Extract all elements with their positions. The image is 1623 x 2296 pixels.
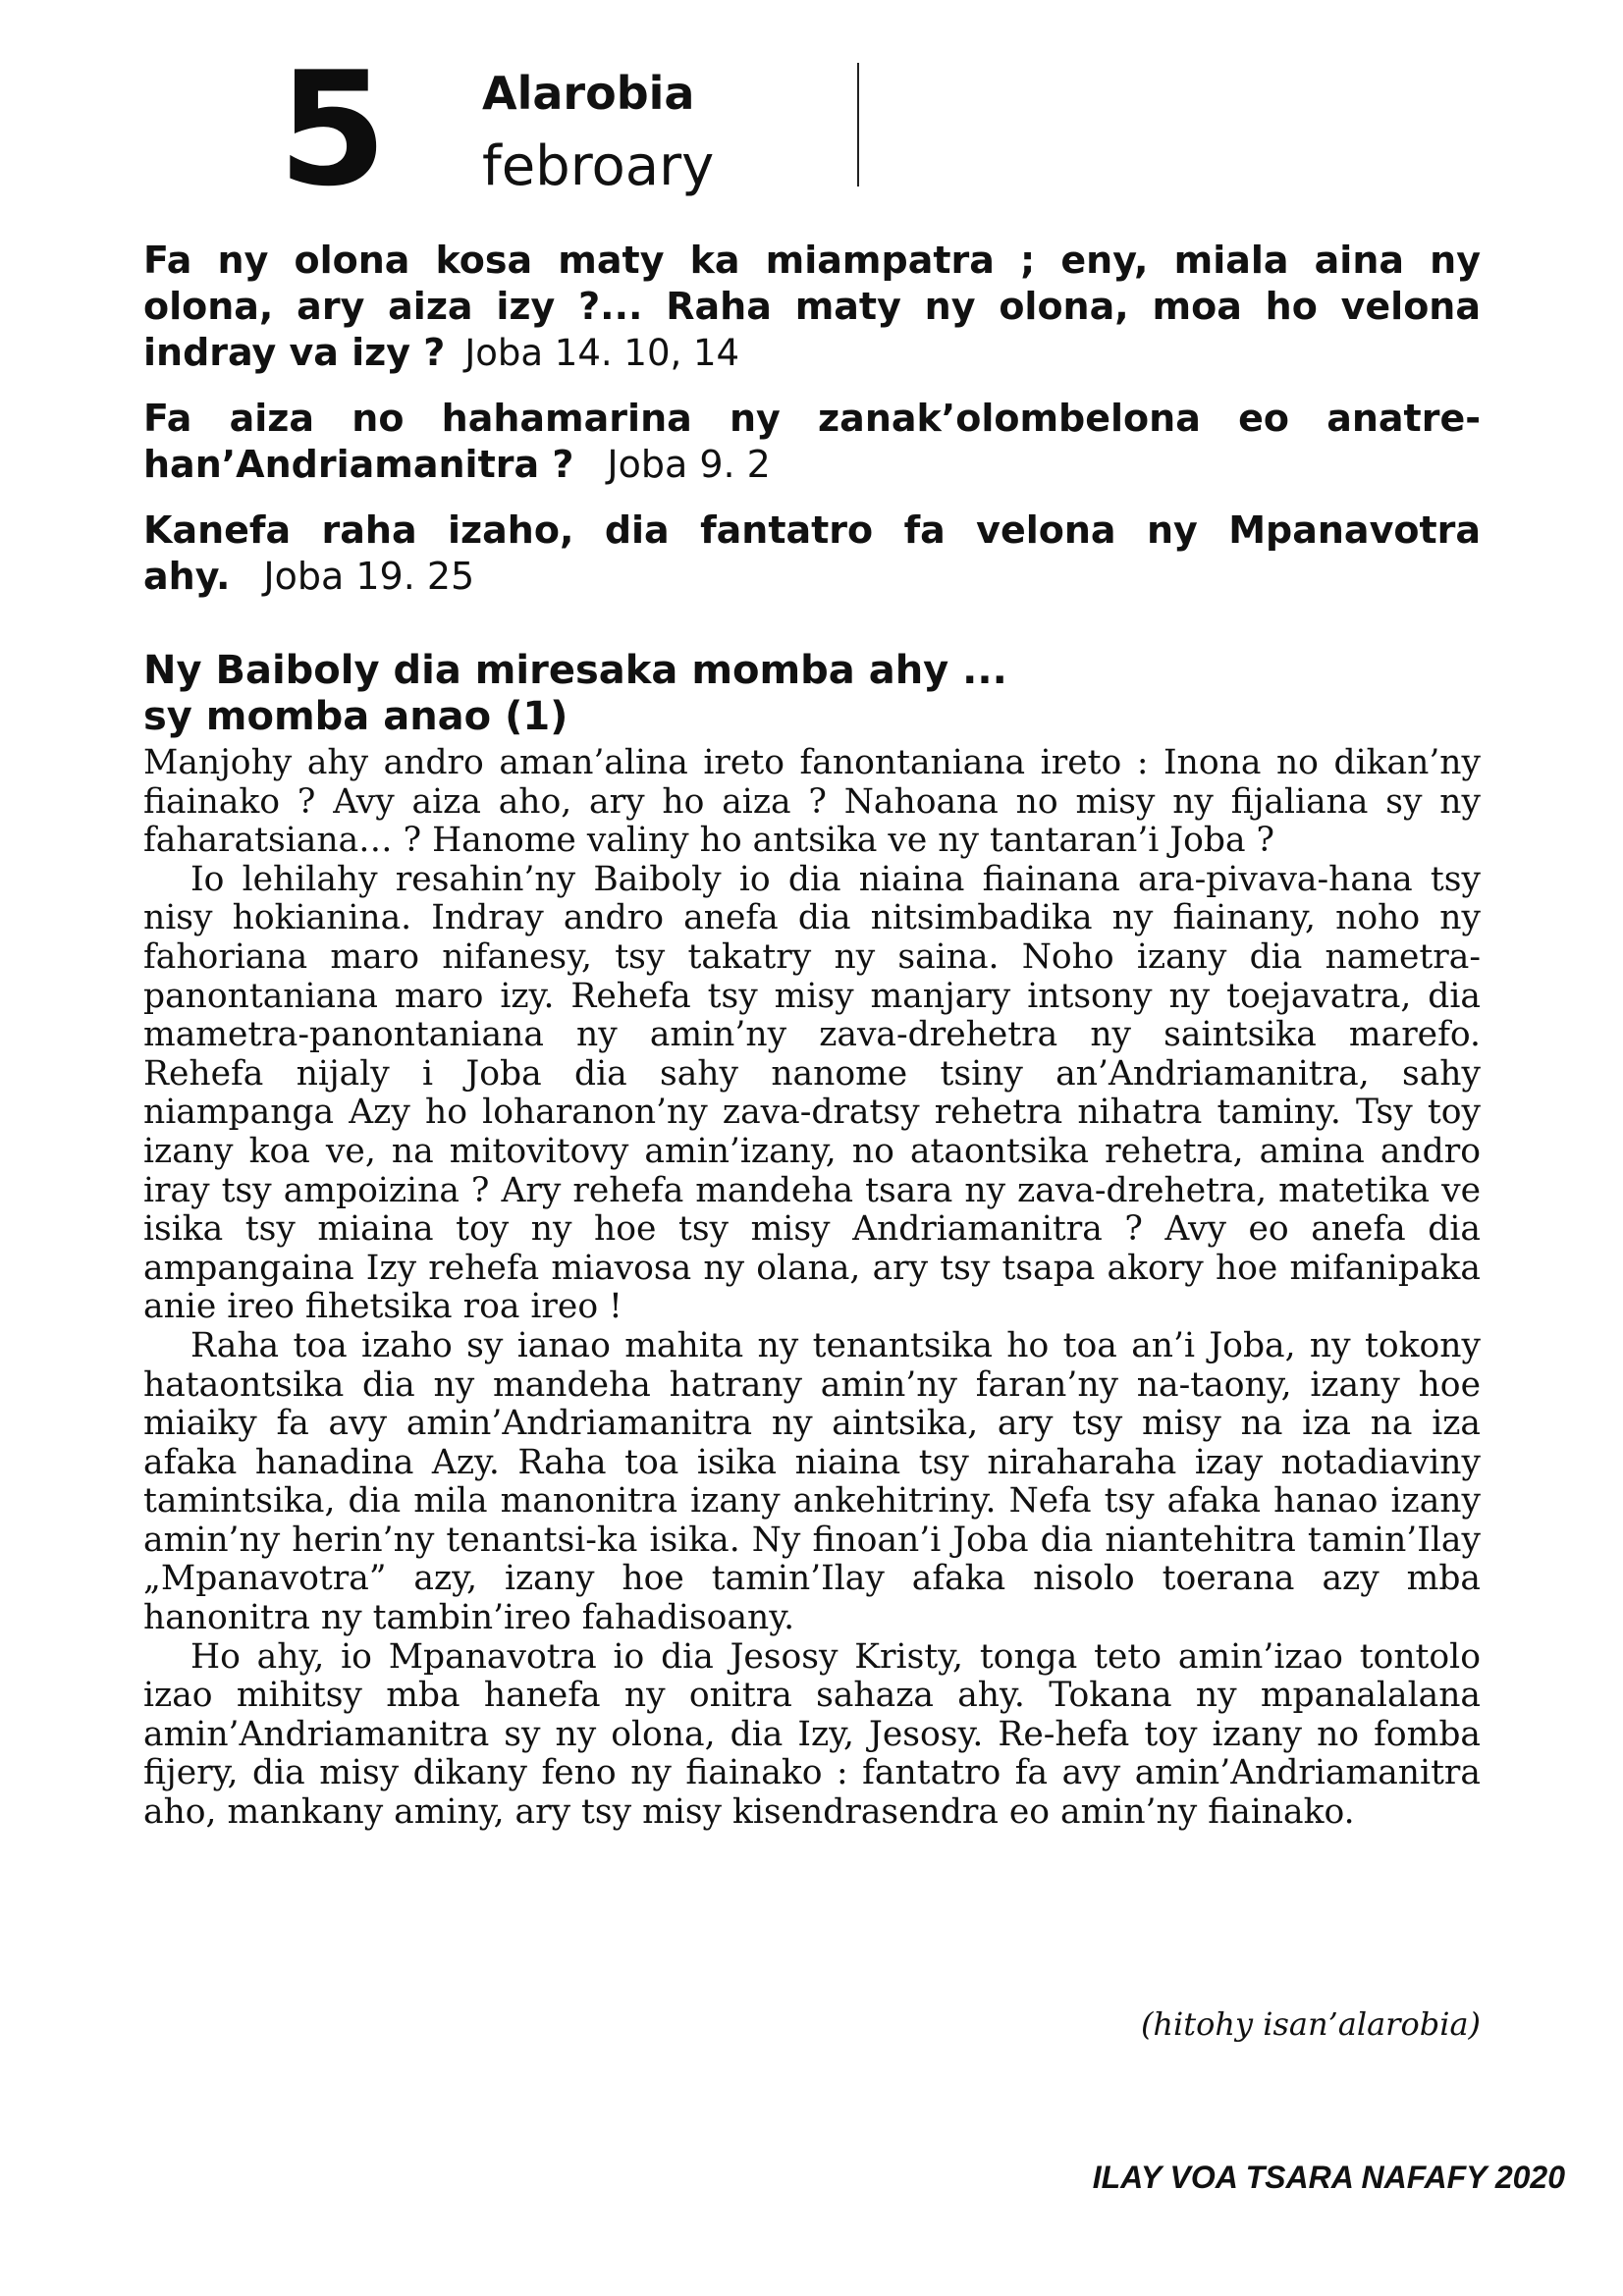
verse-reference: Joba 19. 25 [263, 555, 475, 598]
verses-block [143, 238, 1481, 619]
body-text [143, 744, 1481, 1833]
paragraph: Ho ahy, io Mpanavotra io dia Jesosy Kristy, tonga teto amin’izao tontolo izao mihitsy mba hanefa ny onitra sahaza ahy. Tokana ny mpanalalana amin’Andriamanitra sy ny olona, dia Izy, Jesosy. Re-hefa toy izany no fomba fijery, dia misy dikany feno ny fiainako : fantatro fa avy amin’Andriamanitra aho, mankany aminy, ary tsy misy kisendrasendra eo amin’ny fiainako. [143, 1636, 1481, 1833]
section-heading [143, 648, 1481, 740]
paragraph: Io lehilahy resahin’ny Baiboly io dia niaina fiainana ara-pivava-hana tsy nisy hokianina. Indray andro anefa dia nitsimbadika ny fiainany, noho ny fahoriana maro nifanesy, tsy takatry ny saina. Noho izany dia nametra-panontaniana maro izy. Rehefa tsy misy manjary intsony ny toejavatra, dia mametra-panontaniana ny amin’ny zava-drehetra ny saintsika marefo. Rehefa nijaly i Joba dia sahy nanome tsiny an’Andriamanitra, sahy niampanga Azy ho loharanon’ny zava-dratsy rehetra nihatra taminy. Tsy toy izany koa ve, na mitovitovy amin’izany, no ataontsika rehetra, amina andro iray tsy ampoizina ? Ary rehefa mandeha tsara ny zava-drehetra, matetika ve isika tsy miaina toy ny hoe tsy misy Andriamanitra ? Avy eo anefa dia ampangaina Izy rehefa miavosa ny olana, ary tsy tsapa akory hoe mifanipaka anie ireo fihetsika roa ireo ! [143, 859, 1481, 1327]
verse-reference: Joba 9. 2 [607, 443, 771, 486]
verse-text: Fa ny olona kosa maty ka miampatra ; eny, miala aina ny olona, ary aiza izy ?... Raha maty ny olona, moa ho velona indray va izy ? [143, 239, 1481, 374]
verse-text: Fa aiza no hahamarina ny zanak’olombelona eo anatre-han’Andriamanitra ? [143, 397, 1481, 486]
verse [143, 238, 1481, 376]
header-divider [857, 63, 859, 187]
verse-reference: Joba 14. 10, 14 [464, 332, 740, 374]
day-number: 5 [278, 37, 384, 221]
footer-title: ILAY VOA TSARA NAFAFY 2020 [1092, 2160, 1565, 2195]
section-heading-line: Ny Baiboly dia miresaka momba ahy ... [143, 648, 1007, 693]
section-heading-line: sy momba anao (1) [143, 694, 568, 739]
verse [143, 507, 1481, 600]
weekday-label: Alarobia [482, 67, 695, 120]
month-label: febroary [482, 134, 715, 198]
continuation-note: (hitohy isan’alarobia) [1140, 2005, 1481, 2043]
paragraph: Manjohy ahy andro aman’alina ireto fanontaniana ireto : Inona no dikan’ny fiainako ? Avy aiza aho, ary ho aiza ? Nahoana no misy ny fijaliana sy ny faharatsiana… ? Hanome valiny ho antsika ve ny tantaran’i Joba ? [143, 743, 1481, 861]
verse-text: Kanefa raha izaho, dia fantatro fa velona ny Mpanavotra ahy. [143, 508, 1481, 598]
paragraph: Raha toa izaho sy ianao mahita ny tenantsika ho toa an’i Joba, ny tokony hataontsika dia ny mandeha hatrany amin’ny faran’ny na-taony, izany hoe miaiky fa avy amin’Andriamanitra ny aintsika, ary tsy misy na iza na iza afaka hanadina Azy. Raha toa isika niaina tsy niraharaha izay notadiaviny tamintsika, dia mila manonitra izany ankehitriny. Nefa tsy afaka hanao izany amin’ny herin’ny tenantsi-ka isika. Ny finoan’i Joba dia niantehitra tamin’Ilay „Mpanavotra” azy, izany hoe tamin’Ilay afaka nisolo toerana azy mba hanonitra ny tambin’ireo fahadisoany. [143, 1325, 1481, 1638]
verse [143, 396, 1481, 488]
